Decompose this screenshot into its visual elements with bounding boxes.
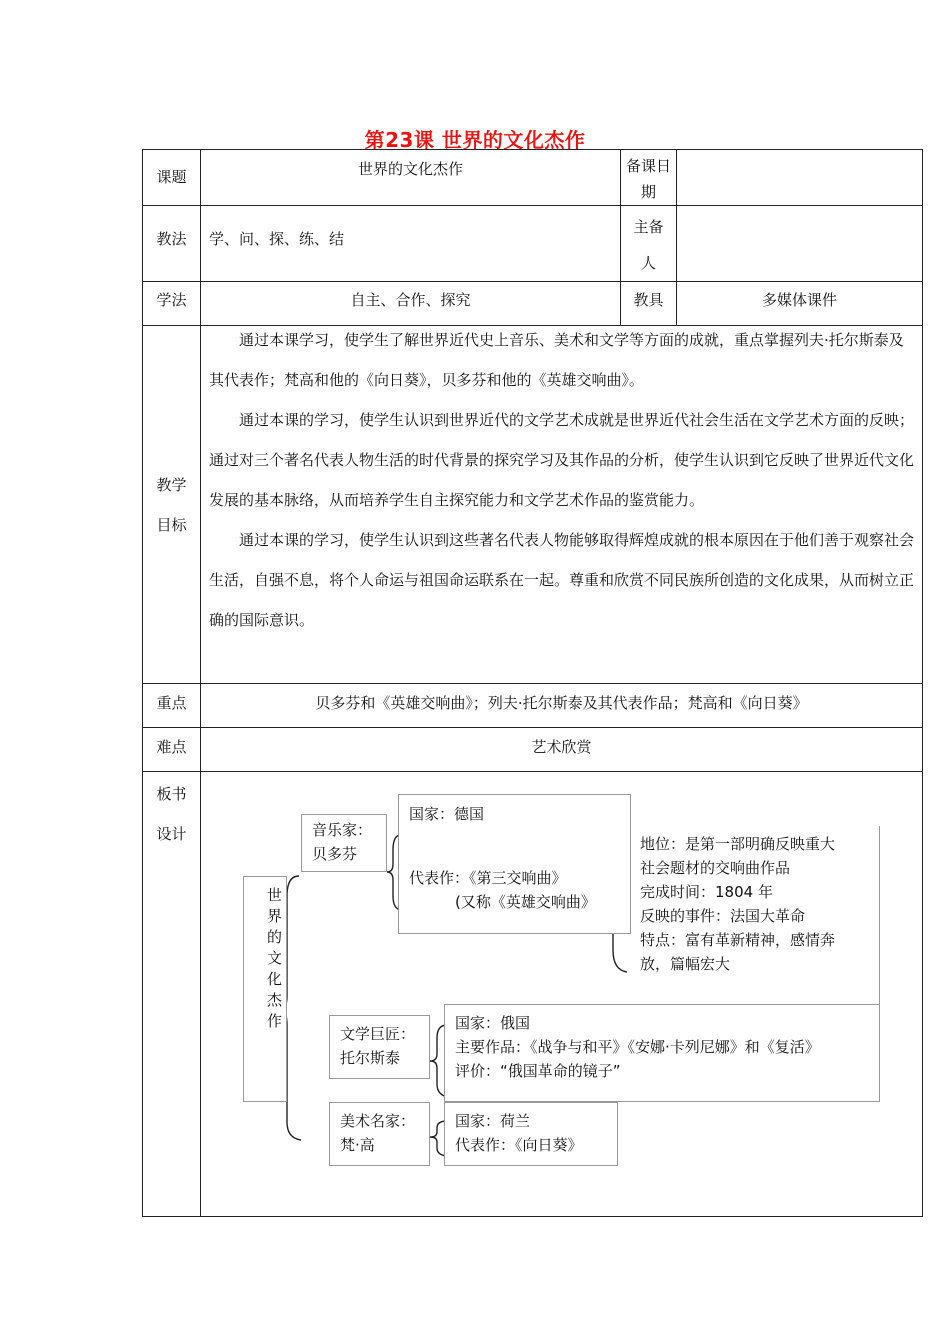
row-study	[143, 282, 923, 326]
music-details-box	[630, 826, 880, 1006]
goals-label-line1: 教学	[156, 475, 187, 494]
art-person-role: 美术名家：	[340, 1112, 416, 1130]
music-detail: 地位：是第一部明确反映重大	[640, 835, 836, 853]
music-detail: 放，篇幅宏大	[640, 955, 731, 973]
art-person-box	[329, 1102, 430, 1166]
music-detail: 特点：富有革新精神，感情奔	[640, 931, 836, 949]
board-label	[143, 772, 201, 1217]
literature-person-name: 托尔斯泰	[340, 1049, 401, 1067]
art-info-box	[444, 1102, 618, 1166]
prep-date-label: 备课日期	[621, 150, 677, 206]
literature-person-role: 文学巨匠：	[340, 1025, 416, 1043]
method-label: 教法	[143, 206, 201, 282]
music-country: 国家：德国	[409, 805, 485, 823]
music-detail: 社会题材的交响曲作品	[640, 859, 791, 877]
tools-value: 多媒体课件	[677, 282, 923, 326]
prep-date-value	[677, 150, 923, 206]
literature-person-box	[329, 1015, 430, 1079]
music-work-line2: (又称《英雄交响曲》	[455, 893, 596, 911]
music-detail: 完成时间：1804 年	[640, 883, 773, 901]
literature-line: 评价：“俄国革命的镜子”	[455, 1062, 621, 1080]
method-value: 学、问、探、练、结	[201, 206, 621, 282]
music-detail: 反映的事件：法国大革命	[640, 907, 806, 925]
key-value: 贝多芬和《英雄交响曲》；列夫·托尔斯泰及其代表作品；梵高和《向日葵》	[201, 684, 923, 728]
literature-line: 国家：俄国	[455, 1014, 531, 1032]
literature-info-box	[444, 1004, 880, 1102]
goals-content	[201, 326, 923, 684]
tools-label: 教具	[621, 282, 677, 326]
row-topic	[143, 150, 923, 206]
difficult-label: 难点	[143, 728, 201, 772]
art-line: 国家：荷兰	[455, 1112, 531, 1130]
difficult-value: 艺术欣赏	[201, 728, 923, 772]
preparer-label: 主备人	[621, 206, 677, 282]
music-work-line1: 代表作：《第三交响曲》	[409, 869, 567, 887]
board-design-cell	[201, 772, 923, 1217]
literature-line: 主要作品：《战争与和平》《安娜·卡列尼娜》和《复活》	[455, 1038, 820, 1056]
key-label: 重点	[143, 684, 201, 728]
topic-label: 课题	[143, 150, 201, 206]
music-person-name: 贝多芬	[312, 845, 358, 863]
goal-paragraph: 通过本课的学习，使学生认识到世界近代的文学艺术成就是世界近代社会生活在文学艺术方面的反映；通过对三个著名代表人物生活的时代背景的探究学习及其作品的分析，使学生认识到它反映了世界近代文化发展的基本脉络，从而培养学生自主探究能力和文学艺术作品的鉴赏能力。	[209, 411, 915, 509]
board-label-line2: 设计	[156, 825, 187, 843]
music-person-role: 音乐家：	[312, 821, 373, 839]
music-info-box	[398, 794, 631, 934]
goal-paragraph: 通过本课学习，使学生了解世界近代史上音乐、美术和文学等方面的成就，重点掌握列夫·托尔斯泰及其代表作；梵高和他的《向日葵》，贝多芬和他的《英雄交响曲》。	[209, 331, 904, 389]
row-board-design	[143, 772, 923, 1217]
study-value: 自主、合作、探究	[201, 282, 621, 326]
goal-paragraph: 通过本课的学习，使学生认识到这些著名代表人物能够取得辉煌成就的根本原因在于他们善于观察社会生活，自强不息，将个人命运与祖国命运联系在一起。尊重和欣赏不同民族所创造的文化成果，从而树立正确的国际意识。	[209, 531, 915, 629]
root-box: 世界的文化杰作	[243, 876, 287, 1102]
goals-label	[143, 326, 201, 684]
topic-value: 世界的文化杰作	[201, 150, 621, 206]
goals-label-line2: 目标	[156, 515, 187, 534]
preparer-value	[677, 206, 923, 282]
board-label-line1: 板书	[156, 785, 187, 803]
row-goals	[143, 326, 923, 684]
lesson-plan-table	[142, 149, 923, 1217]
page-title: 第23课 世界的文化杰作	[364, 128, 586, 152]
board-diagram	[201, 772, 921, 1216]
row-key-points	[143, 684, 923, 728]
study-label: 学法	[143, 282, 201, 326]
art-person-name: 梵·高	[340, 1136, 375, 1154]
row-difficult-points	[143, 728, 923, 772]
row-method	[143, 206, 923, 282]
art-line: 代表作：《向日葵》	[455, 1136, 583, 1154]
music-person-box	[301, 814, 387, 872]
